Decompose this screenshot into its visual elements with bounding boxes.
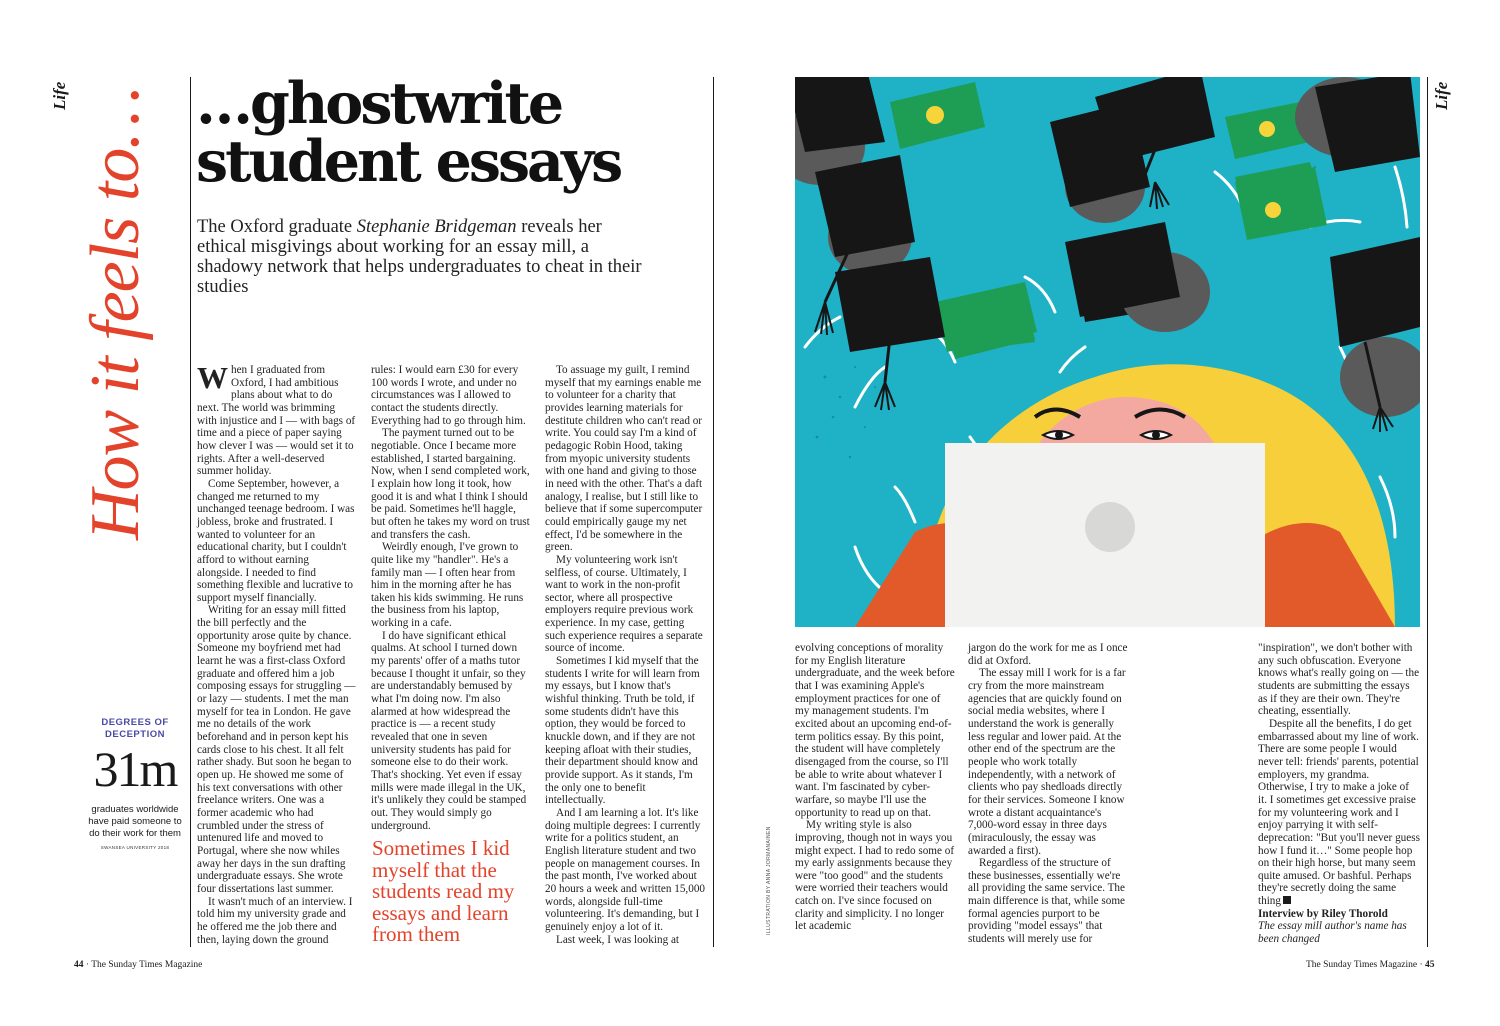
standfirst-rest: reveals her ethical misgivings about working for an essay mill, a shadowy network that helps undergraduates to cheat in their studies <box>197 217 642 297</box>
paragraph: And I am learning a lot. It's like doing multiple degrees: I currently write for a politics student, an English literature student and two people on management courses. In the past month, I've worked about 20 hours a week and written 15,000 words, alongside full-time volunteering. It's demanding, but I genuinely enjoy a lot of it. <box>545 806 706 933</box>
illustration <box>795 77 1420 627</box>
standfirst-author: Stephanie Bridgeman <box>356 217 517 237</box>
paragraph: evolving conceptions of morality for my English literature undergraduate, and the week before that I was examining Apple's employment practices for one of my management students. I'm excited about an upcoming end-of-term politics essay. By this point, the student will have completely disengaged from the course, so I'll be able to write about whatever I want. I'm fascinated by cyber-warfare, so maybe I'll use the opportunity to read up on that. <box>795 642 955 819</box>
folio-left: 44 · The Sunday Times Magazine <box>74 960 203 970</box>
headline-line-1: …ghostwrite <box>196 70 562 137</box>
stat-label: DEGREES OF DECEPTION <box>101 717 169 740</box>
standfirst <box>197 217 647 297</box>
magazine-name-right: The Sunday Times Magazine <box>1306 960 1418 970</box>
body-column-6 <box>1258 642 1420 946</box>
standfirst-lead: The Oxford graduate <box>197 217 357 237</box>
section-tag-right: Life <box>1432 81 1451 110</box>
end-mark <box>1283 896 1291 904</box>
pull-quote: Sometimes I kid myself that the students read my essays and learn from them <box>372 836 515 947</box>
stat-description: graduates worldwide have paid someone to do their work for them <box>88 804 182 839</box>
stat-number: 31m <box>93 741 177 797</box>
paragraph: Writing for an essay mill fitted the bill perfectly and the opportunity arose quite by chance. Someone my boyfriend met had learnt he was a first-class Oxford graduate and offered him a job composing essays for struggling — or lazy — students. I met the man myself for tea in London. He gave me no details of the work beforehand and in person kept his cards close to his chest. It all felt rather shady. But soon he began to open up. He showed me some of his text conversations with other freelance writers. One was a former academic who had crumbled under the stress of untenured life and moved to Portugal, where she now whiles away her days in the sun drafting undergraduate essays. She wrote four dissertations last summer. <box>197 604 356 895</box>
body-column-1 <box>197 360 357 946</box>
paragraph: Regardless of the structure of these businesses, essentially we're all providing the same service. The main difference is that, while some formal agencies purport to be providing "model essays" that students will merely use for <box>968 857 1125 946</box>
paragraph: It wasn't much of an interview. I told him my university grade and he offered me the job there and then, laying down the ground <box>197 895 353 946</box>
stat-source: SWANSEA UNIVERSITY 2018 <box>100 845 170 850</box>
paragraph: Last week, I was looking at <box>556 933 680 946</box>
paragraph: I do have significant ethical qualms. At school I turned down my parents' offer of a maths tutor because I thought it unfair, so they are understandably bemused by what I'm doing now. I'm also alarmed at how widespread the practice is — a recent study revealed that one in seven university students has paid for someone else to do their work. That's shocking. Yet even if essay mills were made illegal in the UK, it's unlikely they could be stamped out. They would simply go underground. <box>371 629 527 832</box>
paragraph: My writing style is also improving, though not in ways you might expect. I had to redo some of my early assignments because they were "too good" and the students were worried their teachers would catch on. I've since focused on clarity and simplicity. I no longer let academic <box>795 819 955 933</box>
paragraph: To assuage my guilt, I remind myself that my earnings enable me to volunteer for a charity that provides learning materials for destitute children who can't read or write. You could say I'm a kind of pedagogic Robin Hood, taking from myopic university students with one hand and giving to those in need with the other. That's a daft analogy, I realise, but I still like to believe that if some supercomputer could empirically gauge my net effect, I'd be somewhere in the green. <box>545 364 703 554</box>
editor-note: The essay mill author's name has been changed <box>1258 920 1407 946</box>
paragraph: The essay mill I work for is a far cry from the more mainstream agencies that are quickly found on social media websites, where I understand the work is generally less regular and lower paid. At the other end of the spectrum are the people who work totally independently, with a network of clients who pay shedloads directly for their services. Someone I know wrote a distant acquaintance's 7,000-word essay in three days (miraculously, the essay was awarded a first). <box>968 667 1126 857</box>
stat-box <box>84 717 186 850</box>
body-column-3 <box>545 364 705 946</box>
illustration-credit: ILLUSTRATION BY ANNA JORMANAINEN <box>766 826 772 935</box>
headline-line-2: student essays <box>196 128 621 195</box>
paragraph: Weirdly enough, I've grown to quite like my "handler". He's a family man — I often hear from him in the morning after he has taken his kids swimming. He runs the business from his laptop, working in a cafe. <box>371 541 524 630</box>
body-column-4 <box>795 642 955 933</box>
kicker: How it feels to… <box>77 87 154 540</box>
page-number-left: 44 <box>74 960 84 970</box>
paragraph: Come September, however, a changed me returned to my unchanged teenage bedroom. I was jobless, broke and frustrated. I wanted to volunteer for an educational charity, but I couldn't afford to without earning alongside. I needed to find something flexible and lucrative to support myself financially. <box>197 477 355 604</box>
paragraph: jargon do the work for me as I once did at Oxford. <box>968 642 1128 667</box>
byline: Interview by Riley Thorold <box>1258 907 1388 920</box>
paragraph: My volunteering work isn't selfless, of course. Ultimately, I want to work in the non-profit sector, where all prospective employers require previous work experience. In my case, getting such experience requires a separate source of income. <box>545 553 703 655</box>
kicker-divider <box>190 77 191 947</box>
paragraph: Sometimes I kid myself that the students I write for will learn from my essays, but I know that's wishful thinking. Truth be told, if some students didn't have this option, they would be forced to knuckle down, and if they are not keeping afloat with their studies, their department should know and provide support. As it stands, I'm the only one to benefit intellectually. <box>545 655 700 807</box>
headline <box>196 70 621 195</box>
body-column-2 <box>371 364 533 832</box>
magazine-name-left: The Sunday Times Magazine <box>91 960 203 970</box>
paragraph: The payment turned out to be negotiable. Once I became more established, I started bargaining. Now, when I send completed work, I explain how long it took, how good it is and what I think I should be paid. Sometimes he'll haggle, but often he takes my word on trust and transfers the cash. <box>371 427 530 541</box>
page-number-right: 45 <box>1425 960 1435 970</box>
paragraph: rules: I would earn £30 for every 100 words I wrote, and under no circumstances was I allowed to contact the students directly. Everything had to go through him. <box>371 364 526 427</box>
laptop-logo <box>1085 502 1135 552</box>
paragraph: When I graduated from Oxford, I had ambitious plans about what to do next. The world was brimming with injustice and I — with bags of time and a piece of paper saying how clever I was — would set it to rights. After a well-deserved summer holiday. <box>197 360 356 478</box>
drop-cap: W <box>197 360 228 395</box>
section-tag-left: Life <box>50 81 69 110</box>
body-column-5 <box>968 642 1128 946</box>
folio-right: The Sunday Times Magazine · 45 <box>1306 960 1435 970</box>
paragraph: "inspiration", we don't bother with any such obfuscation. Everyone knows what's really going on — the students are submitting the essays as if they are their own. They're cheating, essentially. <box>1258 642 1420 718</box>
page-divider-right <box>1427 77 1428 947</box>
paragraph: Despite all the benefits, I do get embarrassed about my line of work. There are some people I would never tell: friends' parents, potential employers, my grandma. Otherwise, I try to make a joke of it. I sometimes get excessive praise for my volunteering work and I enjoy parrying it with self-deprecation: "But you'll never guess how I fund it…" Some people hop on their high horse, but many seem quite amused. Or bashful. Perhaps they're secretly doing the same thing <box>1258 717 1420 908</box>
page-divider-left <box>713 77 714 947</box>
